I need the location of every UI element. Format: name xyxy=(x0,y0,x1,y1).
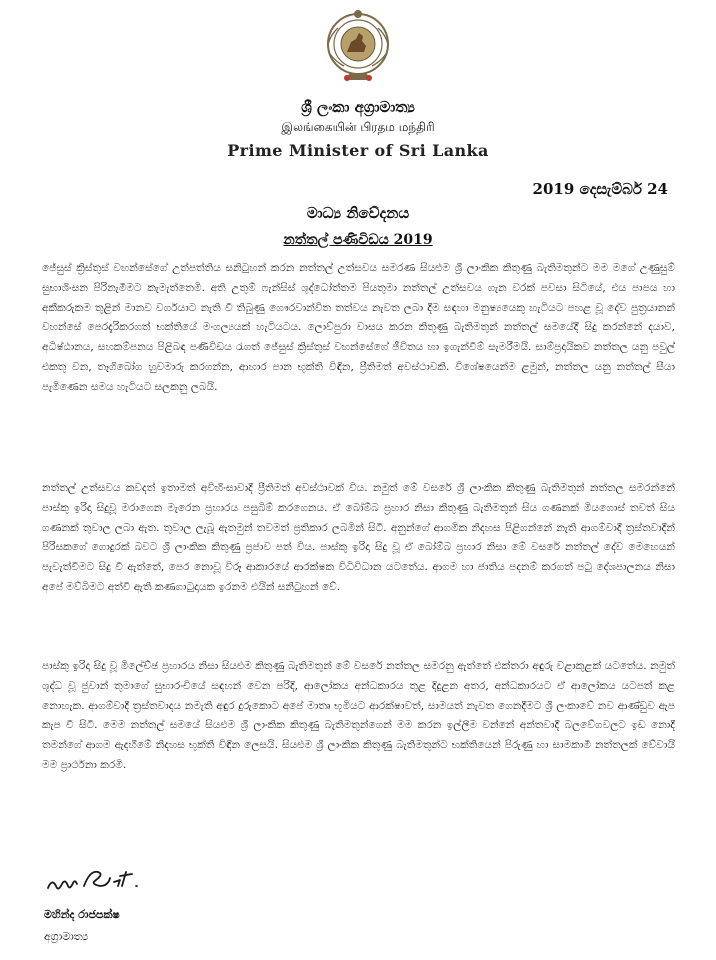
paragraph-1: ජේසුස් ක්‍රිස්තුස් වහන්සේගේ උත්පත්තිය සනිටුහන් කරන නත්තල් උත්සවය සමරණ සියළුම ශ්‍රී ලාංකික කිතුණු බැතිමතුන්ට මම මගේ උණුසුම් සුභාශිංසන පිරිනැමීමට කැමැත්තෙමි. අති උතුම් ෆැන්සිස් ශුද්ධෝත්තම පියතුමා නත්තල් උත්සවය ගැන වරක් පවසා සිටියේ, එය පාපය හා අකීකරුකම තුළින් මානව වර්ගයාට නැති වී තිබුණු ගෞරවාන්විත තත්වය නැවත ලබා දීම සඳහා මනුෂ්‍යයෙකු හැටියට පහළ වූ දේව පුත්‍රයානන් වහන්සේ පෙරදැරිකරගත් භක්තියේ මංගල්‍යයක් හැටියටය. ලොව්පුරා වාසය කරන කිතුණු බැතිමතුන් නත්තල් සමයේදී සිදු කරන්නේ දයාව, අධිෂ්ඨානය, සහකම්පනය පිළිබඳ පණිවිඩය රැගත් ජේසුස් ක්‍රිස්තුස් වහන්සේගේ ජීවිතය හා ඉගැන්වීම් සැමරීමයි. සාම්ප්‍රදායිකව නත්තල යනු පවුල් එකතු වන, තෑගිබෝග හුවමාරු කරගන්න, ආහාර පාන භුක්ති විඳින, ප්‍රීතිමත් අවස්ථාවකි. විශේෂයෙන්ම ළමුන්, නත්තල යනු නත්තල් සීයා පැමිණෙන සමය හැටියට සලකනු ලබයි. xyxy=(42,262,675,393)
paragraph-3: පාස්කු ඉරිදා සිදු වූ මිලේච්ඡ ප්‍රහාරය නිසා සියළුම කිතුණු බැතිමතුන් මේ වසරේ නත්තල සමරනු ඇත්තේ එක්තරා අඳුරු වළාකුළක් යටතේය. නමුත් ශුද්ධ වූ ජුවාන් තුමාගේ සුභාරංචියේ සඳහන් වෙන පරිදි, ආලෝකය අන්ධකාරය තුළ දිදුළන අතර, අන්ධකාරයට ඒ ආලෝකය යටපත් කළ නොහැක. ආගම්වාදී ත්‍රස්තවාදය නමැති අඳුර දුරුකොට අපේ මාතෘ භූමියට ආරක්ෂාවත්, සාමයත් නැවත ගෙනදීමට ශ්‍රී ලංකාවේ නව ආණ්ඩුව ඇප කැප වී සිටී. මෙම නත්තල් සමයේ සියළුම ශ්‍රී ලාංකික කිතුණු බැතිමතුන්ගෙන් මම කරන ඉල්ලීම වන්නේ අන්තවාදී බලවේගවලට ඉඩ නොදී තමන්ගේ ආගම ඇදහීමේ නිදහස භුක්ති විඳින ලෙසයි. සියළුම ශ්‍රී ලාංකික කිතුණු බැතිමතුන්ට භක්තියෙන් පිරුණු හා සාමකාමී නත්තලක් වේවායි මම ප්‍රාර්ථනා කරමි. xyxy=(42,660,675,771)
header-title-tamil: இலங்கையின் பிரதம மந்திரி xyxy=(281,120,435,134)
sri-lanka-national-emblem-icon xyxy=(307,8,409,86)
document-subtitle: නත්තල් පණිවිඩය 2019 xyxy=(283,232,433,248)
signatory-name: මහින්ද රාජපක්ෂ xyxy=(44,908,120,921)
signatory-title: අග්‍රාමාත්‍ය xyxy=(44,930,89,943)
document-title: මාධ්‍ය නිවේදනය xyxy=(306,204,410,222)
header-title-english: Prime Minister of Sri Lanka xyxy=(227,141,489,160)
release-date: 2019 දෙසැම්බර් 24 xyxy=(532,180,668,198)
header-title-sinhala: ශ්‍රී ලංකා අග්‍රාමාත්‍ය xyxy=(301,98,415,116)
paragraph-2: නත්තල් උත්සවය කවදත් ඉතාමත් අවිහිංසාවාදී ප්‍රීතිමත් අවස්ථාවක් විය. නමුත් මේ වසරේ ශ්‍රී ලාංකික කිතුණු බැතිමතුන් නත්තල සමරන්නේ පාස්කු ඉරිදා සිදුවූ මරාගෙන මැරෙන ප්‍රහාරය පසුබිම් කරගෙනය. ඒ බෝම්බ ප්‍රහාර නිසා කිතුණු බැතිමතුන් සිය ගණනක් මියගොස් තවත් සිය ගණනක් තුවාල ලබා ඇත. තුවාල ලැබූ ඇතමුන් තවමත් ප්‍රතිකාර ලබමින් සිටී. අනුන්ගේ ආගමික නිදහස පිළිගන්නේ නැති ආගම්වාදී ත්‍රස්තවාදීන් පිරිසකගේ ගොදුරක් බවට ශ්‍රී ලාංකික කිතුණු ප්‍රජාව පත් විය. පාස්කු ඉරිදා සිදු වූ ඒ බෝම්බ ප්‍රහාර නිසා මේ වසරේ නත්තල් දේව මෙහෙයන් පැවැත්වීමට සිදු වී ඇත්තේ, පෙර නොවූ විරූ ආකාරයේ ආරක්ෂක විධිවිධාන යටතේය. ආගම හා ජාතිය පදනම් කරගත් පටු දේශපාලනය නිසා අපේ මව්බිමට අත්වී ඇති කණගාටුදායක ඉරනම එයින් සනිටුහන් වේ. xyxy=(42,482,675,593)
handwritten-signature-icon xyxy=(44,858,154,898)
